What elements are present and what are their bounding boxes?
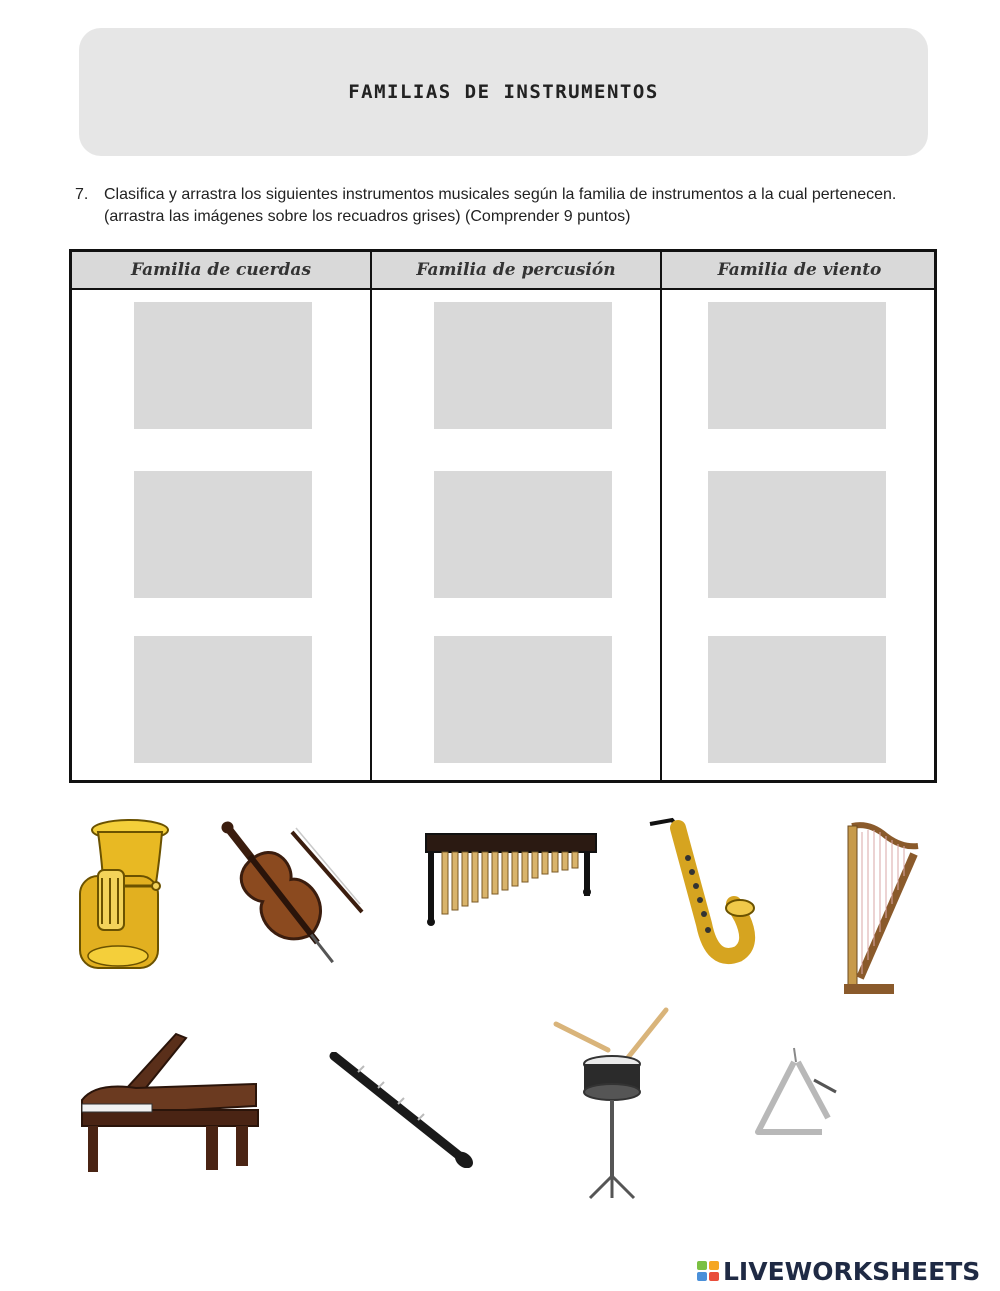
column-divider xyxy=(660,252,662,780)
snare-drum-image[interactable] xyxy=(548,1006,672,1202)
logo-blocks-icon xyxy=(697,1261,719,1281)
brand-name: LIVEWORKSHEETS xyxy=(723,1256,981,1286)
instruction-line-2: (arrastra las imágenes sobre los recuadros grises) (Comprender 9 puntos) xyxy=(104,208,631,225)
drop-zone-wind-1[interactable] xyxy=(708,302,886,429)
drop-zone-wind-2[interactable] xyxy=(708,471,886,598)
instruction-line-1: Clasifica y arrastra los siguientes instrumentos musicales según la familia de instrumentos a la cual pertenecen. xyxy=(104,186,897,203)
drop-zone-percussion-2[interactable] xyxy=(434,471,612,598)
drop-zone-strings-2[interactable] xyxy=(134,471,312,598)
tuba-image[interactable] xyxy=(72,816,172,976)
cello-image[interactable] xyxy=(212,804,367,968)
liveworksheets-logo xyxy=(697,1255,980,1287)
column-header-wind: Familia de viento xyxy=(717,260,882,280)
drop-zone-strings-3[interactable] xyxy=(134,636,312,763)
page-title: FAMILIAS DE INSTRUMENTOS xyxy=(348,81,659,103)
question-number: 7. xyxy=(75,186,89,203)
drop-zone-wind-3[interactable] xyxy=(708,636,886,763)
drop-zone-percussion-1[interactable] xyxy=(434,302,612,429)
marimba-image[interactable] xyxy=(420,828,602,928)
piano-image[interactable] xyxy=(76,1030,260,1176)
column-header-percussion: Familia de percusión xyxy=(416,260,616,280)
drop-zone-strings-1[interactable] xyxy=(134,302,312,429)
clarinet-image[interactable] xyxy=(328,1052,476,1168)
column-header-strings: Familia de cuerdas xyxy=(130,260,312,280)
column-divider xyxy=(370,252,372,780)
classification-table xyxy=(69,249,937,783)
triangle-image[interactable] xyxy=(752,1044,844,1140)
drop-zone-percussion-3[interactable] xyxy=(434,636,612,763)
title-banner xyxy=(79,28,928,156)
harp-image[interactable] xyxy=(840,818,924,998)
saxophone-image[interactable] xyxy=(642,814,760,978)
